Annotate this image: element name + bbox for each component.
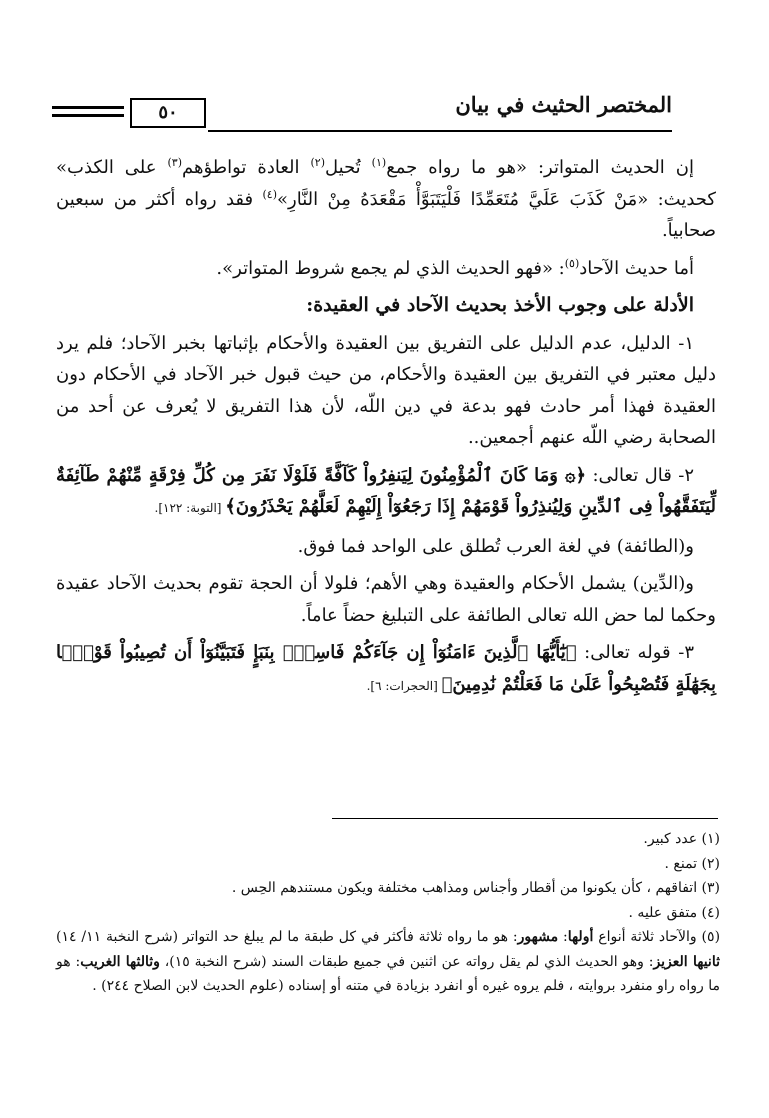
paragraph-din: و(الدِّين) يشمل الأحكام والعقيدة وهي الأهم؛ فلولا أن الحجة تقوم بحديث الآحاد عقيدة وحكما لما حض الله تعالى الطائفة على التبليغ حضاً عاماً.: [56, 573, 716, 626]
header-rule: [208, 130, 672, 132]
book-title: المختصر الحثيث في بيان: [455, 92, 672, 117]
paragraph-ahad: [56, 253, 716, 285]
main-text: [56, 152, 716, 708]
text-run: : وهو الحديث الذي لم يقل رواته عن اثنين في جميع طبقات السند (شرح النخبة ١٥)،: [159, 953, 654, 970]
paragraph-taifa: و(الطائفة) في لغة العرب تُطلق على الواحد فما فوق.: [297, 535, 694, 557]
paragraph-evidence-3: [56, 637, 716, 702]
decoration-line: [52, 106, 124, 109]
text-run: ٣- قوله تعالى:: [576, 642, 695, 663]
footnote-ref[interactable]: (٥): [564, 256, 580, 270]
text-run: أما حديث الآحاد: [579, 257, 694, 279]
text-run: : هو ما رواه ثلاثة فأكثر في كل طبقة ما لم يبلغ حد التواتر (شرح النخبة ١١/ ١٤): [56, 929, 518, 945]
text-run: تُحيل: [325, 157, 372, 178]
text-run: العادة تواطؤهم: [182, 157, 311, 178]
text-run: فقد رواه أكثر من سبعين صحابياً.: [56, 188, 716, 241]
text-run: : «فهو الحديث الذي لم يجمع شروط المتواتر».: [216, 257, 565, 279]
verse-citation: [الحجرات: ٦].: [366, 678, 442, 693]
footnote-ref[interactable]: (١): [371, 156, 387, 169]
text-run: : هو ما رواه راو منفرد بروايته ، فلم يروه غيره أو انفرد بزيادة في متنه أو إسناده (علوم الحديث لابن الصلاح ٢٤٤) .: [56, 953, 720, 994]
footnote-ref[interactable]: (٣): [167, 156, 183, 169]
header-decoration: [52, 106, 124, 122]
footnotes: [56, 827, 720, 999]
footnote-5: [56, 925, 720, 999]
footnote-separator: [332, 818, 718, 819]
paragraph-mutawatir: [56, 152, 716, 247]
text-run: ثانيها العزيز: [653, 953, 720, 970]
text-run: مشهور: [517, 929, 559, 945]
footnote-ref[interactable]: (٢): [310, 156, 325, 169]
footnote-3: (٣) اتفاقهم ، كأن يكونوا من أقطار وأجناس ومذاهب مختلفة ويكون مستندهم الحِس .: [231, 880, 720, 896]
footnote-1: (١) عدد كبير.: [643, 831, 720, 847]
text-run: إن الحديث المتواتر: «هو ما رواه جمع: [386, 157, 694, 178]
footnote-4: (٤) متفق عليه .: [628, 904, 720, 921]
paragraph-evidence-1: ١- الدليل، عدم الدليل على التفريق بين العقيدة والأحكام بإثباتها بخبر الآحاد؛ فلم يرد دليل معتبر في التفريق بين العقيدة والأحكام، من حيث قبول خبر الآحاد في الأحكام دون العقيدة فهذا أمر حادث فهو بدعة في دين اللّه، لأن هذا التفريق لا يُعرف عن أحد من الصحابة رضي اللّه عنهم أجمعين..: [56, 332, 716, 448]
quran-verse: ﴿۞ وَمَا كَانَ ٱلْمُؤْمِنُونَ لِيَنفِرُواْ كَآفَّةً فَلَوْلَا نَفَرَ مِن كُلِّ فِرْقَةٍ مِّنْهُمْ طَآئِفَةٌ لِّيَتَفَقَّهُواْ فِى ٱلدِّينِ وَلِيُنذِرُواْ قَوْمَهُمْ إِذَا رَجَعُوٓاْ إِلَيْهِمْ لَعَلَّهُمْ يَحْذَرُونَ﴾: [56, 464, 716, 517]
footnote-2: (٢) تمنع .: [664, 855, 720, 872]
text-run: أولها: [567, 929, 594, 945]
text-run: على الكذب» كحديث: «مَنْ كَذَبَ عَلَيَّ مُتَعَمِّدًا فَلْيَتَبَوَّأْ مَقْعَدَهُ مِنْ النَّارِ»: [56, 157, 716, 210]
verse-citation: [التوبة: ١٢٢].: [154, 501, 226, 515]
text-run: وثالثها الغريب: [80, 953, 160, 970]
page-header: [52, 92, 672, 132]
decoration-line: [52, 114, 124, 117]
section-heading: الأدلة على وجوب الأخذ بحديث الآحاد في العقيدة:: [306, 294, 694, 316]
footnote-ref[interactable]: (٤): [262, 187, 278, 201]
paragraph-evidence-2: [56, 460, 716, 525]
page-number: ٥٠: [130, 98, 206, 128]
text-run: (٥) والآحاد ثلاثة أنواع: [593, 929, 721, 945]
text-run: :: [558, 929, 568, 945]
quran-verse: ﴿يَٰٓأَيُّهَا ٱلَّذِينَ ءَامَنُوٓاْ إِن جَآءَكُمْ فَاسِقٌۢ بِنَبَإٍ فَتَبَيَّنُوٓاْ أَن تُصِيبُواْ قَوْمًۢا بِجَهَٰلَةٍ فَتُصْبِحُواْ عَلَىٰ مَا فَعَلْتُمْ نَٰدِمِينَ﴾: [56, 642, 716, 695]
text-run: ٢- قال تعالى:: [586, 464, 694, 486]
